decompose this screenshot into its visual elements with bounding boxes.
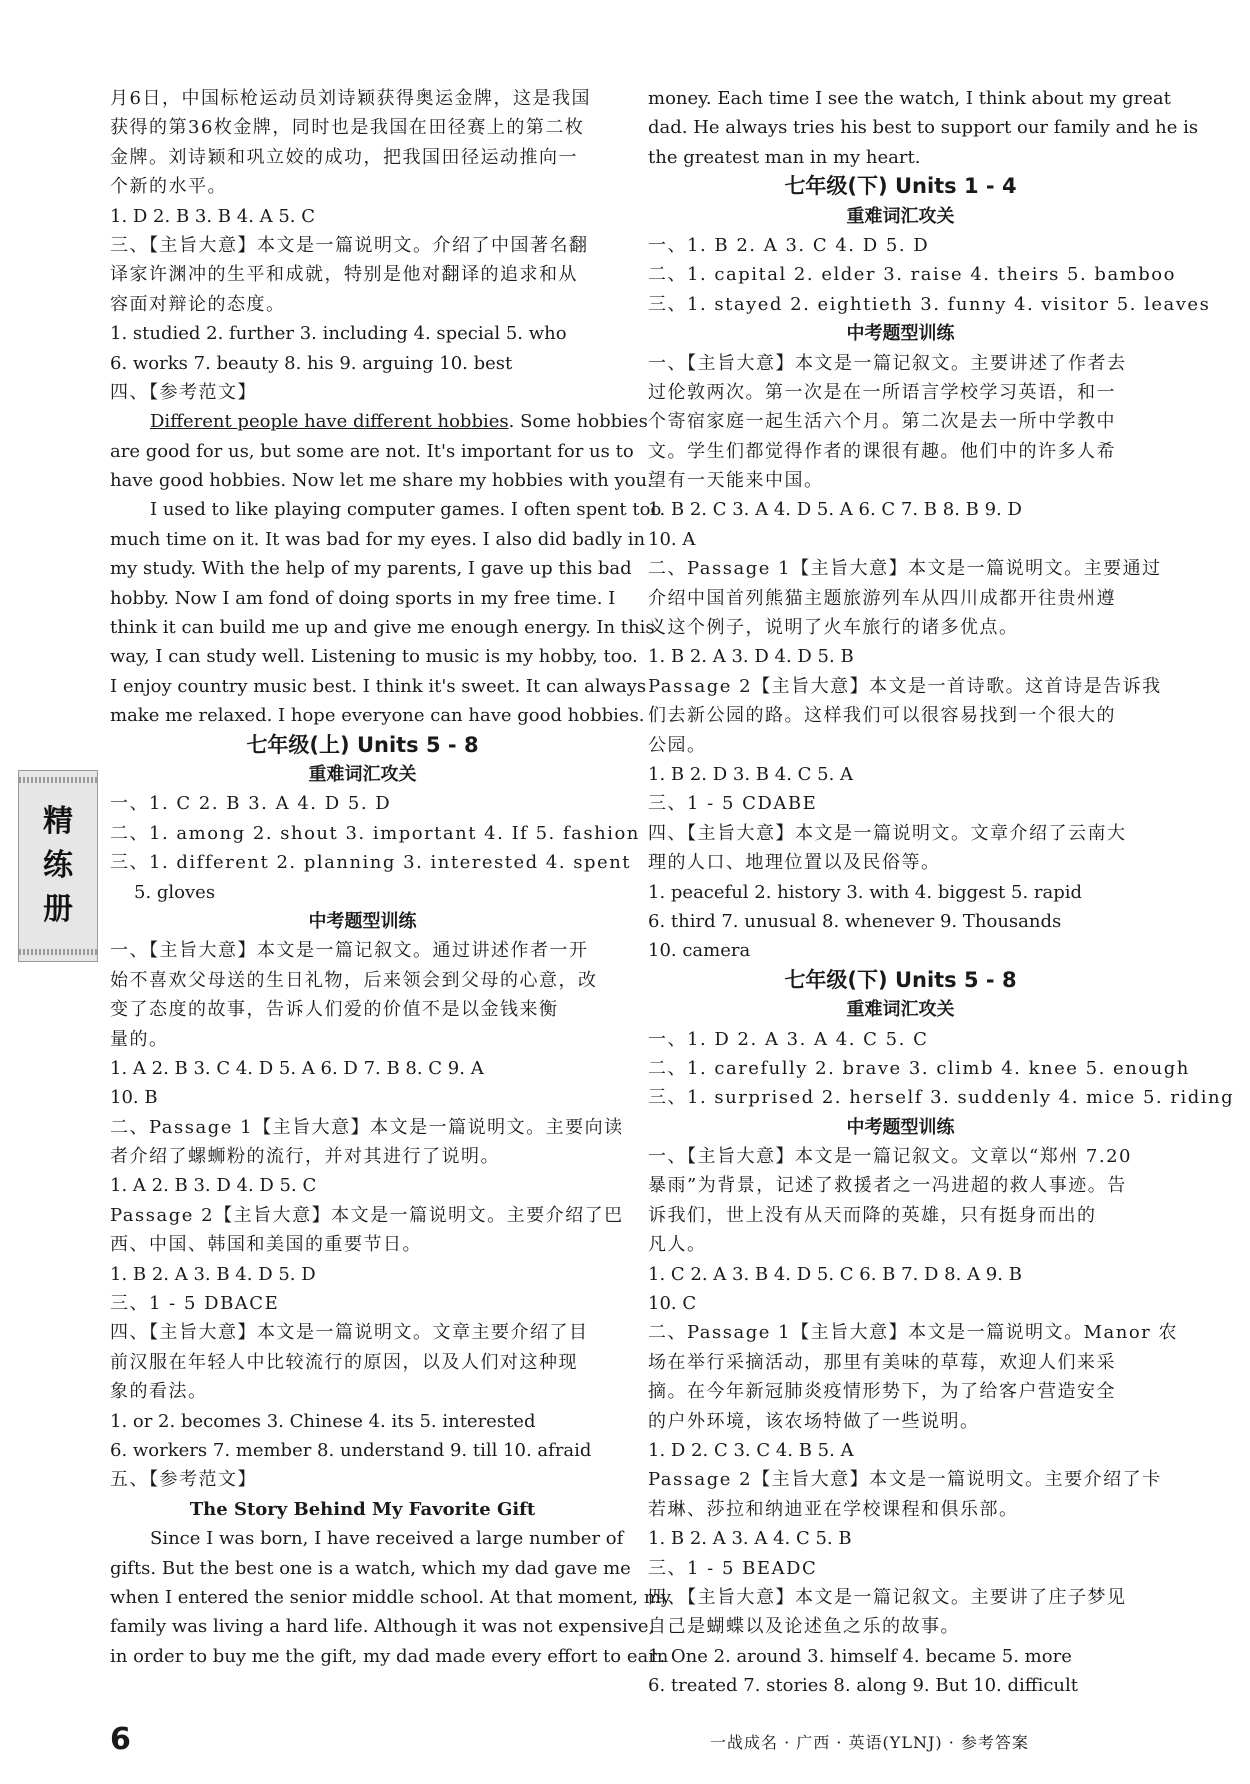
sidebar-char-1: 精 xyxy=(43,804,73,839)
vocab1-line: 二、1. among 2. shout 3. important 4. If 5. fashion xyxy=(110,822,640,844)
essay1-p2-line: my study. With the help of my parents, I gave up this bad xyxy=(110,558,632,580)
intro-line: 1. studied 2. further 3. including 4. special 5. who xyxy=(110,323,567,345)
essay1-p2-line: make me relaxed. I hope everyone can have good hobbies. xyxy=(110,705,645,727)
exam1-line: 四、【主旨大意】本文是一篇说明文。文章主要介绍了目 xyxy=(110,1322,589,1344)
essay1-p2-line: much time on it. It was bad for my eyes. I also did badly in xyxy=(110,528,646,550)
exam2-line: 1. B 2. D 3. B 4. C 5. A xyxy=(648,763,854,785)
exam1-line: 1. A 2. B 3. C 4. D 5. A 6. D 7. B 8. C 9. A xyxy=(110,1057,484,1079)
exam2-line: 10. camera xyxy=(648,940,751,962)
exam1-line: 者介绍了螺蛳粉的流行，并对其进行了说明。 xyxy=(110,1146,500,1168)
exam1-line: 始不喜欢父母送的生日礼物，后来领会到父母的心意，改 xyxy=(110,969,598,991)
essay1-first-rest: . Some hobbies xyxy=(508,411,648,433)
vocab1-line: 5. gloves xyxy=(134,881,216,903)
exam2-line: 们去新公园的路。这样我们可以很容易找到一个很大的 xyxy=(648,705,1116,727)
exam3-line: 6. treated 7. stories 8. along 9. But 10. difficult xyxy=(648,1675,1078,1697)
exam3-line: 1. One 2. around 3. himself 4. became 5. more xyxy=(648,1645,1072,1667)
sidebar-char-2: 练 xyxy=(43,848,73,883)
intro-line: 译家许渊冲的生平和成就，特别是他对翻译的追求和从 xyxy=(110,264,578,286)
essay1-p2-line: I used to like playing computer games. I often spent too xyxy=(150,499,662,521)
vocab1-line: 三、1. different 2. planning 3. interested 4. spent xyxy=(110,852,632,874)
exam2-line: 1. peaceful 2. history 3. with 4. biggest 5. rapid xyxy=(648,881,1083,903)
sidebar-char-3: 册 xyxy=(43,892,73,927)
intro-line: 6. works 7. beauty 8. his 9. arguing 10. best xyxy=(110,352,513,374)
exam3-line: 一、【主旨大意】本文是一篇记叙文。文章以“郑州 7.20 xyxy=(648,1146,1132,1168)
exam1-line: 二、Passage 1【主旨大意】本文是一篇说明文。主要向读 xyxy=(110,1116,624,1138)
exam2-line: 介绍中国首列熊猫主题旅游列车从四川成都开往贵州遵 xyxy=(648,587,1116,609)
exam2-line: 文。学生们都觉得作者的课很有趣。他们中的许多人希 xyxy=(648,440,1116,462)
essay2-line: Since I was born, I have received a large number of xyxy=(150,1528,624,1550)
essay1-topic-sentence: Different people have different hobbies xyxy=(150,411,509,433)
exam2-line: 公园。 xyxy=(648,734,707,756)
intro-line: 容面对辩论的态度。 xyxy=(110,293,286,315)
intro-line: 获得的第36枚金牌，同时也是我国在田径赛上的第二枚 xyxy=(110,117,585,139)
exam2-line: Passage 2【主旨大意】本文是一首诗歌。这首诗是告诉我 xyxy=(648,675,1162,697)
exam3-line: 10. C xyxy=(648,1293,697,1315)
essay1-paragraph-2 xyxy=(110,495,662,730)
exam2-line: 个寄宿家庭一起生活六个月。第二次是去一所中学教中 xyxy=(648,411,1116,433)
exam1-line: 变了态度的故事，告诉人们爱的价值不是以金钱来衡 xyxy=(110,999,559,1021)
exam-answers-1 xyxy=(110,936,624,1494)
page-number: 6 xyxy=(110,1722,131,1757)
vocab-answers-1 xyxy=(110,789,640,907)
exam3-line: 摘。在今年新冠肺炎疫情形势下，为了给客户营造安全 xyxy=(648,1381,1116,1403)
essay1-body xyxy=(110,437,653,496)
essay2-line: when I entered the senior middle school. At that moment, my xyxy=(110,1586,672,1608)
exam1-line: 1. A 2. B 3. D 4. D 5. C xyxy=(110,1175,317,1197)
vocab2-line: 三、1. stayed 2. eightieth 3. funny 4. visitor 5. leaves xyxy=(648,293,1211,315)
intro-line: 三、【主旨大意】本文是一篇说明文。介绍了中国著名翻 xyxy=(110,234,589,256)
exam1-line: 1. B 2. A 3. B 4. D 5. D xyxy=(110,1263,316,1285)
section-title-3: 七年级(下) Units 5 - 8 xyxy=(784,967,1017,992)
essay1-line: have good hobbies. Now let me share my hobbies with you. xyxy=(110,470,653,492)
essay2-cont-line: the greatest man in my heart. xyxy=(648,146,921,168)
exam1-line: Passage 2【主旨大意】本文是一篇说明文。主要介绍了巴 xyxy=(110,1204,624,1226)
exam2-line: 1. B 2. C 3. A 4. D 5. A 6. C 7. B 8. B 9. D xyxy=(648,499,1022,521)
section-title-1: 七年级(上) Units 5 - 8 xyxy=(246,732,479,757)
exam3-line: 的户外环境，该农场特做了一些说明。 xyxy=(648,1410,980,1432)
exam2-line: 义这个例子，说明了火车旅行的诸多优点。 xyxy=(648,617,1019,639)
sidebar-stripe-bottom xyxy=(19,949,97,955)
vocab3-line: 一、1. D 2. A 3. A 4. C 5. C xyxy=(648,1028,929,1050)
exam1-line: 一、【主旨大意】本文是一篇记叙文。通过讲述作者一开 xyxy=(110,940,589,962)
exam2-line: 三、1 - 5 CDABE xyxy=(648,793,818,815)
right-column xyxy=(648,84,1235,1700)
essay2-line: gifts. But the best one is a watch, which my dad gave me xyxy=(110,1557,631,1579)
vocab2-line: 二、1. capital 2. elder 3. raise 4. theirs 5. bamboo xyxy=(648,264,1176,286)
exam3-line: 1. C 2. A 3. B 4. D 5. C 6. B 7. D 8. A 9. B xyxy=(648,1263,1022,1285)
vocab3-line: 二、1. carefully 2. brave 3. climb 4. knee 5. enough xyxy=(648,1057,1190,1079)
exam-heading-3: 中考题型训练 xyxy=(846,1116,955,1138)
essay1-p2-line: hobby. Now I am fond of doing sports in my free time. I xyxy=(110,587,616,609)
intro-line: 四、【参考范文】 xyxy=(110,381,257,403)
section-title-2: 七年级(下) Units 1 - 4 xyxy=(784,174,1017,199)
intro-line: 金牌。刘诗颖和巩立姣的成功，把我国田径运动推向一 xyxy=(110,146,578,168)
exam1-line: 1. or 2. becomes 3. Chinese 4. its 5. interested xyxy=(110,1410,536,1432)
exam3-line: Passage 2【主旨大意】本文是一篇说明文。主要介绍了卡 xyxy=(648,1469,1162,1491)
exam3-line: 若琳、莎拉和纳迪亚在学校课程和俱乐部。 xyxy=(648,1498,1019,1520)
exam2-line: 10. A xyxy=(648,528,696,550)
essay1-p2-line: way, I can study well. Listening to music is my hobby, too. xyxy=(110,646,638,668)
exam2-line: 过伦敦两次。第一次是在一所语言学校学习英语，和一 xyxy=(648,381,1116,403)
essay1-line: are good for us, but some are not. It's important for us to xyxy=(110,440,634,462)
exam3-line: 三、1 - 5 BEADC xyxy=(648,1557,818,1579)
exam2-line: 二、Passage 1【主旨大意】本文是一篇说明文。主要通过 xyxy=(648,558,1162,580)
exam3-line: 场在举行采摘活动，那里有美味的草莓，欢迎人们来采 xyxy=(648,1351,1116,1373)
intro-line: 1. D 2. B 3. B 4. A 5. C xyxy=(110,205,316,227)
sidebar-stripe-top xyxy=(19,777,97,783)
essay2-title: The Story Behind My Favorite Gift xyxy=(189,1498,536,1520)
left-intro xyxy=(110,84,615,407)
exam1-line: 西、中国、韩国和美国的重要节日。 xyxy=(110,1234,422,1256)
essay2-body xyxy=(110,1524,672,1671)
intro-line: 月6日，中国标枪运动员刘诗颖获得奥运金牌，这是我国 xyxy=(110,88,591,109)
intro-line: 个新的水平。 xyxy=(110,176,227,198)
left-column xyxy=(110,84,672,1671)
exam3-line: 凡人。 xyxy=(648,1234,707,1256)
exam1-line: 三、1 - 5 DBACE xyxy=(110,1293,280,1315)
exam1-line: 象的看法。 xyxy=(110,1381,208,1403)
exam3-line: 四、【主旨大意】本文是一篇记叙文。主要讲了庄子梦见 xyxy=(648,1586,1127,1608)
vocab2-line: 一、1. B 2. A 3. C 4. D 5. D xyxy=(648,234,930,256)
vocab-answers-2 xyxy=(648,231,1211,319)
essay1-p2-line: think it can build me up and give me enough energy. In this xyxy=(110,617,655,639)
exam3-line: 1. B 2. A 3. A 4. C 5. B xyxy=(648,1528,852,1550)
exam1-line: 10. B xyxy=(110,1087,158,1109)
exam1-line: 量的。 xyxy=(110,1028,169,1050)
exam3-line: 1. D 2. C 3. C 4. B 5. A xyxy=(648,1439,854,1461)
essay1-p2-line: I enjoy country music best. I think it's sweet. It can always xyxy=(110,675,647,697)
exam-heading-2: 中考题型训练 xyxy=(846,323,955,345)
footer-text: 一战成名 · 广西 · 英语(YLNJ) · 参考答案 xyxy=(710,1733,1029,1752)
vocab3-line: 三、1. surprised 2. herself 3. suddenly 4. mice 5. riding xyxy=(648,1087,1235,1109)
essay2-continuation xyxy=(648,84,1199,172)
exam1-line: 五、【参考范文】 xyxy=(110,1469,257,1491)
exam2-line: 一、【主旨大意】本文是一篇记叙文。主要讲述了作者去 xyxy=(648,352,1127,374)
essay2-line: in order to buy me the gift, my dad made every effort to earn xyxy=(110,1645,669,1667)
vocab1-line: 一、1. C 2. B 3. A 4. D 5. D xyxy=(110,793,392,815)
exam2-line: 1. B 2. A 3. D 4. D 5. B xyxy=(648,646,854,668)
essay2-line: family was living a hard life. Although it was not expensive, xyxy=(110,1616,655,1638)
exam-heading-1: 中考题型训练 xyxy=(308,910,417,932)
exam3-line: 暴雨”为背景，记述了救援者之一冯进超的救人事迹。告 xyxy=(648,1175,1127,1197)
exam-answers-2 xyxy=(648,349,1162,966)
exam2-line: 6. third 7. unusual 8. whenever 9. Thousands xyxy=(648,910,1062,932)
vocab-heading-1: 重难词汇攻关 xyxy=(308,763,417,785)
vocab-heading-3: 重难词汇攻关 xyxy=(846,999,955,1021)
exam3-line: 诉我们，世上没有从天而降的英雄，只有挺身而出的 xyxy=(648,1204,1097,1226)
exam-answers-3 xyxy=(648,1142,1179,1700)
sidebar-tab xyxy=(18,770,98,962)
vocab-answers-3 xyxy=(648,1025,1235,1113)
exam2-line: 望有一天能来中国。 xyxy=(648,470,824,492)
essay2-cont-line: dad. He always tries his best to support our family and he is xyxy=(648,117,1199,139)
exam2-line: 四、【主旨大意】本文是一篇说明文。文章介绍了云南大 xyxy=(648,822,1127,844)
exam1-line: 前汉服在年轻人中比较流行的原因，以及人们对这种现 xyxy=(110,1351,578,1373)
exam3-line: 二、Passage 1【主旨大意】本文是一篇说明文。Manor 农 xyxy=(648,1322,1179,1344)
exam3-line: 自己是蝴蝶以及论述鱼之乐的故事。 xyxy=(648,1616,960,1638)
exam2-line: 理的人口、地理位置以及民俗等。 xyxy=(648,852,941,874)
essay1-first-line xyxy=(110,407,648,436)
vocab-heading-2: 重难词汇攻关 xyxy=(846,205,955,227)
essay2-cont-line: money. Each time I see the watch, I think about my great xyxy=(648,88,1171,109)
exam1-line: 6. workers 7. member 8. understand 9. till 10. afraid xyxy=(110,1439,592,1461)
